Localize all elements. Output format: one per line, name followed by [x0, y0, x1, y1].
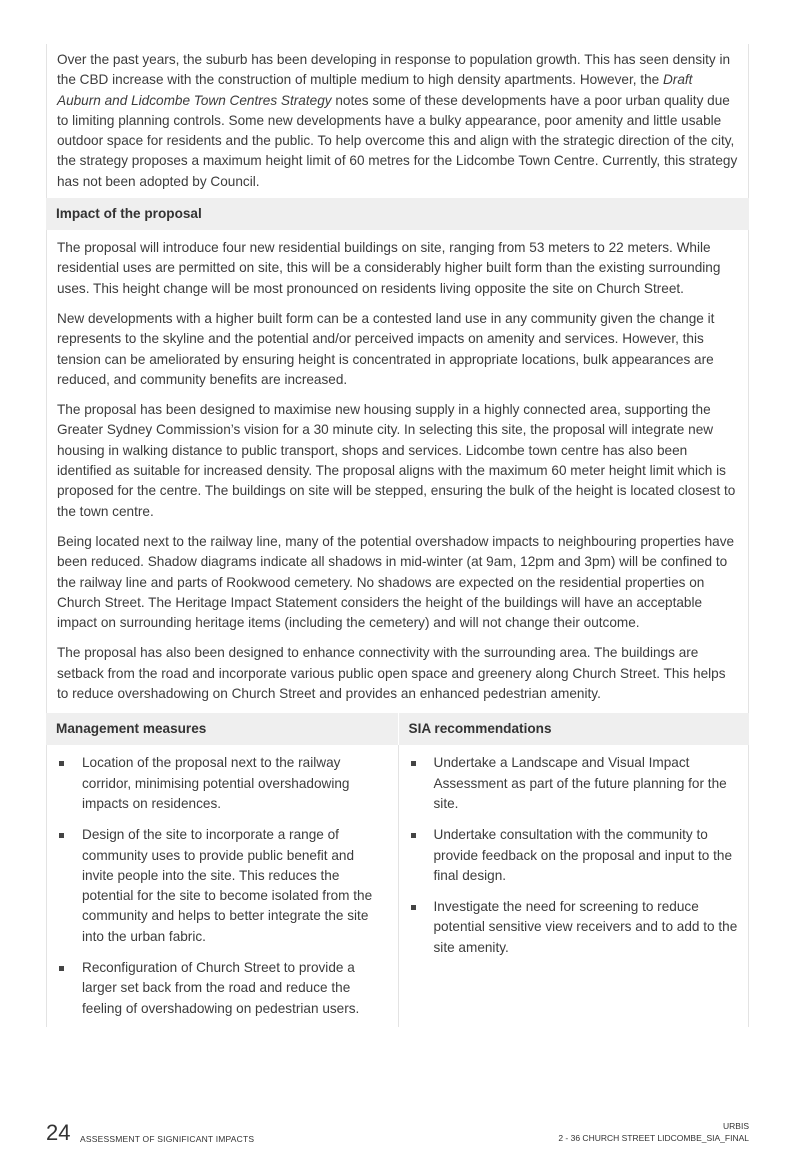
- management-measures-list: [57, 753, 388, 1019]
- footer-section-label: ASSESSMENT OF SIGNIFICANT IMPACTS: [80, 1134, 255, 1144]
- impact-paragraph-5: The proposal has also been designed to enhance connectivity with the surrounding area. The buildings are setback from the road and incorporate various public open space and greenery along Church Street. This helps to reduce overshadowing on Church Street and provides an enhanced pedestrian amenity.: [57, 645, 726, 702]
- management-measures-heading: Management measures: [46, 713, 398, 745]
- strategy-title: Draft Auburn and Lidcombe Town Centres Strategy: [57, 72, 693, 108]
- measures-body-row: [46, 745, 749, 1027]
- measures-header-row: [46, 713, 749, 745]
- page-number: 24: [46, 1120, 71, 1145]
- sia-recommendation-1: Undertake a Landscape and Visual Impact Assessment as part of the future planning for the site.: [409, 753, 739, 814]
- impact-paragraph-2: New developments with a higher built form can be a contested land use in any community given the change it represents to the skyline and the potential and/or perceived impacts on amenity and services. However, this tension can be ameliorated by ensuring height is concentrated in appropriate locations, bulk appearances are reduced, and community benefits are increased.: [57, 310, 715, 387]
- sia-recommendation-3: Investigate the need for screening to reduce potential sensitive view receivers and to add to the site amenity.: [409, 897, 739, 958]
- impact-paragraph-1: The proposal will introduce four new residential buildings on site, ranging from 53 meters to 22 meters. While residential uses are permitted on site, this will be a considerably higher built form than the existing surrounding uses. This height change will be most pronounced on residents living opposite the site on Church Street.: [57, 240, 721, 296]
- intro-text-start: Over the past years, the suburb has been developing in response to population growth. This has seen density in the CBD increase with the construction of multiple medium to high density apartments. However, the: [57, 52, 731, 88]
- management-measure-1: Location of the proposal next to the railway corridor, minimising potential overshadowing impacts on residences.: [57, 753, 388, 814]
- intro-paragraph: [57, 50, 738, 192]
- impact-paragraph-4: Being located next to the railway line, many of the potential overshadow impacts to neighbouring properties have been reduced. Shadow diagrams indicate all shadows in mid-winter (at 9am, 12pm and 3pm) will be confined to the railway line and parts of Rookwood cemetery. No shadows are expected on the residential properties on Church Street. The Heritage Impact Statement considers the height of the buildings will have an acceptable impact on surrounding heritage items (including the cemetery) and will not change their outcome.: [57, 533, 735, 631]
- footer-right: [558, 1120, 749, 1144]
- intro-cell: [46, 44, 749, 198]
- impact-paragraph-3: The proposal has been designed to maximise new housing supply in a highly connected area, supporting the Greater Sydney Commission’s vision for a 30 minute city. In selecting this site, the proposal will integrate new housing in walking distance to public transport, shops and services. Lidcombe town centre has also been identified as suitable for increased density. The proposal aligns with the maximum 60 meter height limit which is proposed for the centre. The buildings on site will be stepped, ensuring the bulk of the height is located closest to the town centre.: [57, 402, 736, 519]
- sia-recommendations-column: [398, 745, 749, 1027]
- sia-recommendation-2: Undertake consultation with the community to provide feedback on the proposal and input to the final design.: [409, 825, 739, 886]
- management-measures-column: [47, 745, 398, 1027]
- sia-recommendations-heading: SIA recommendations: [398, 713, 750, 745]
- sia-recommendations-list: [409, 753, 739, 958]
- intro-text-end: notes some of these developments have a poor urban quality due to limiting planning controls. Some new developments have a bulky appearance, poor amenity and little usable outdoor space for residents and the public. To help overcome this and align with the strategic direction of the city, the strategy proposes a maximum height limit of 60 metres for the Lidcombe Town Centre. Currently, this strategy has not been adopted by Council.: [57, 92, 738, 189]
- management-measure-3: Reconfiguration of Church Street to provide a larger set back from the road and reduce the feeling of overshadowing on pedestrian users.: [57, 958, 388, 1019]
- page-content: [46, 44, 749, 1027]
- management-measure-2: Design of the site to incorporate a range of community uses to provide public benefit and invite people into the site. This reduces the potential for the site to become isolated from the community and helps to better integrate the site into the urban fabric.: [57, 825, 388, 947]
- impact-cell: [46, 230, 749, 713]
- impact-heading: Impact of the proposal: [46, 198, 749, 230]
- footer-document-name: 2 - 36 CHURCH STREET LIDCOMBE_SIA_FINAL: [558, 1133, 749, 1143]
- footer-brand: URBIS: [723, 1121, 749, 1131]
